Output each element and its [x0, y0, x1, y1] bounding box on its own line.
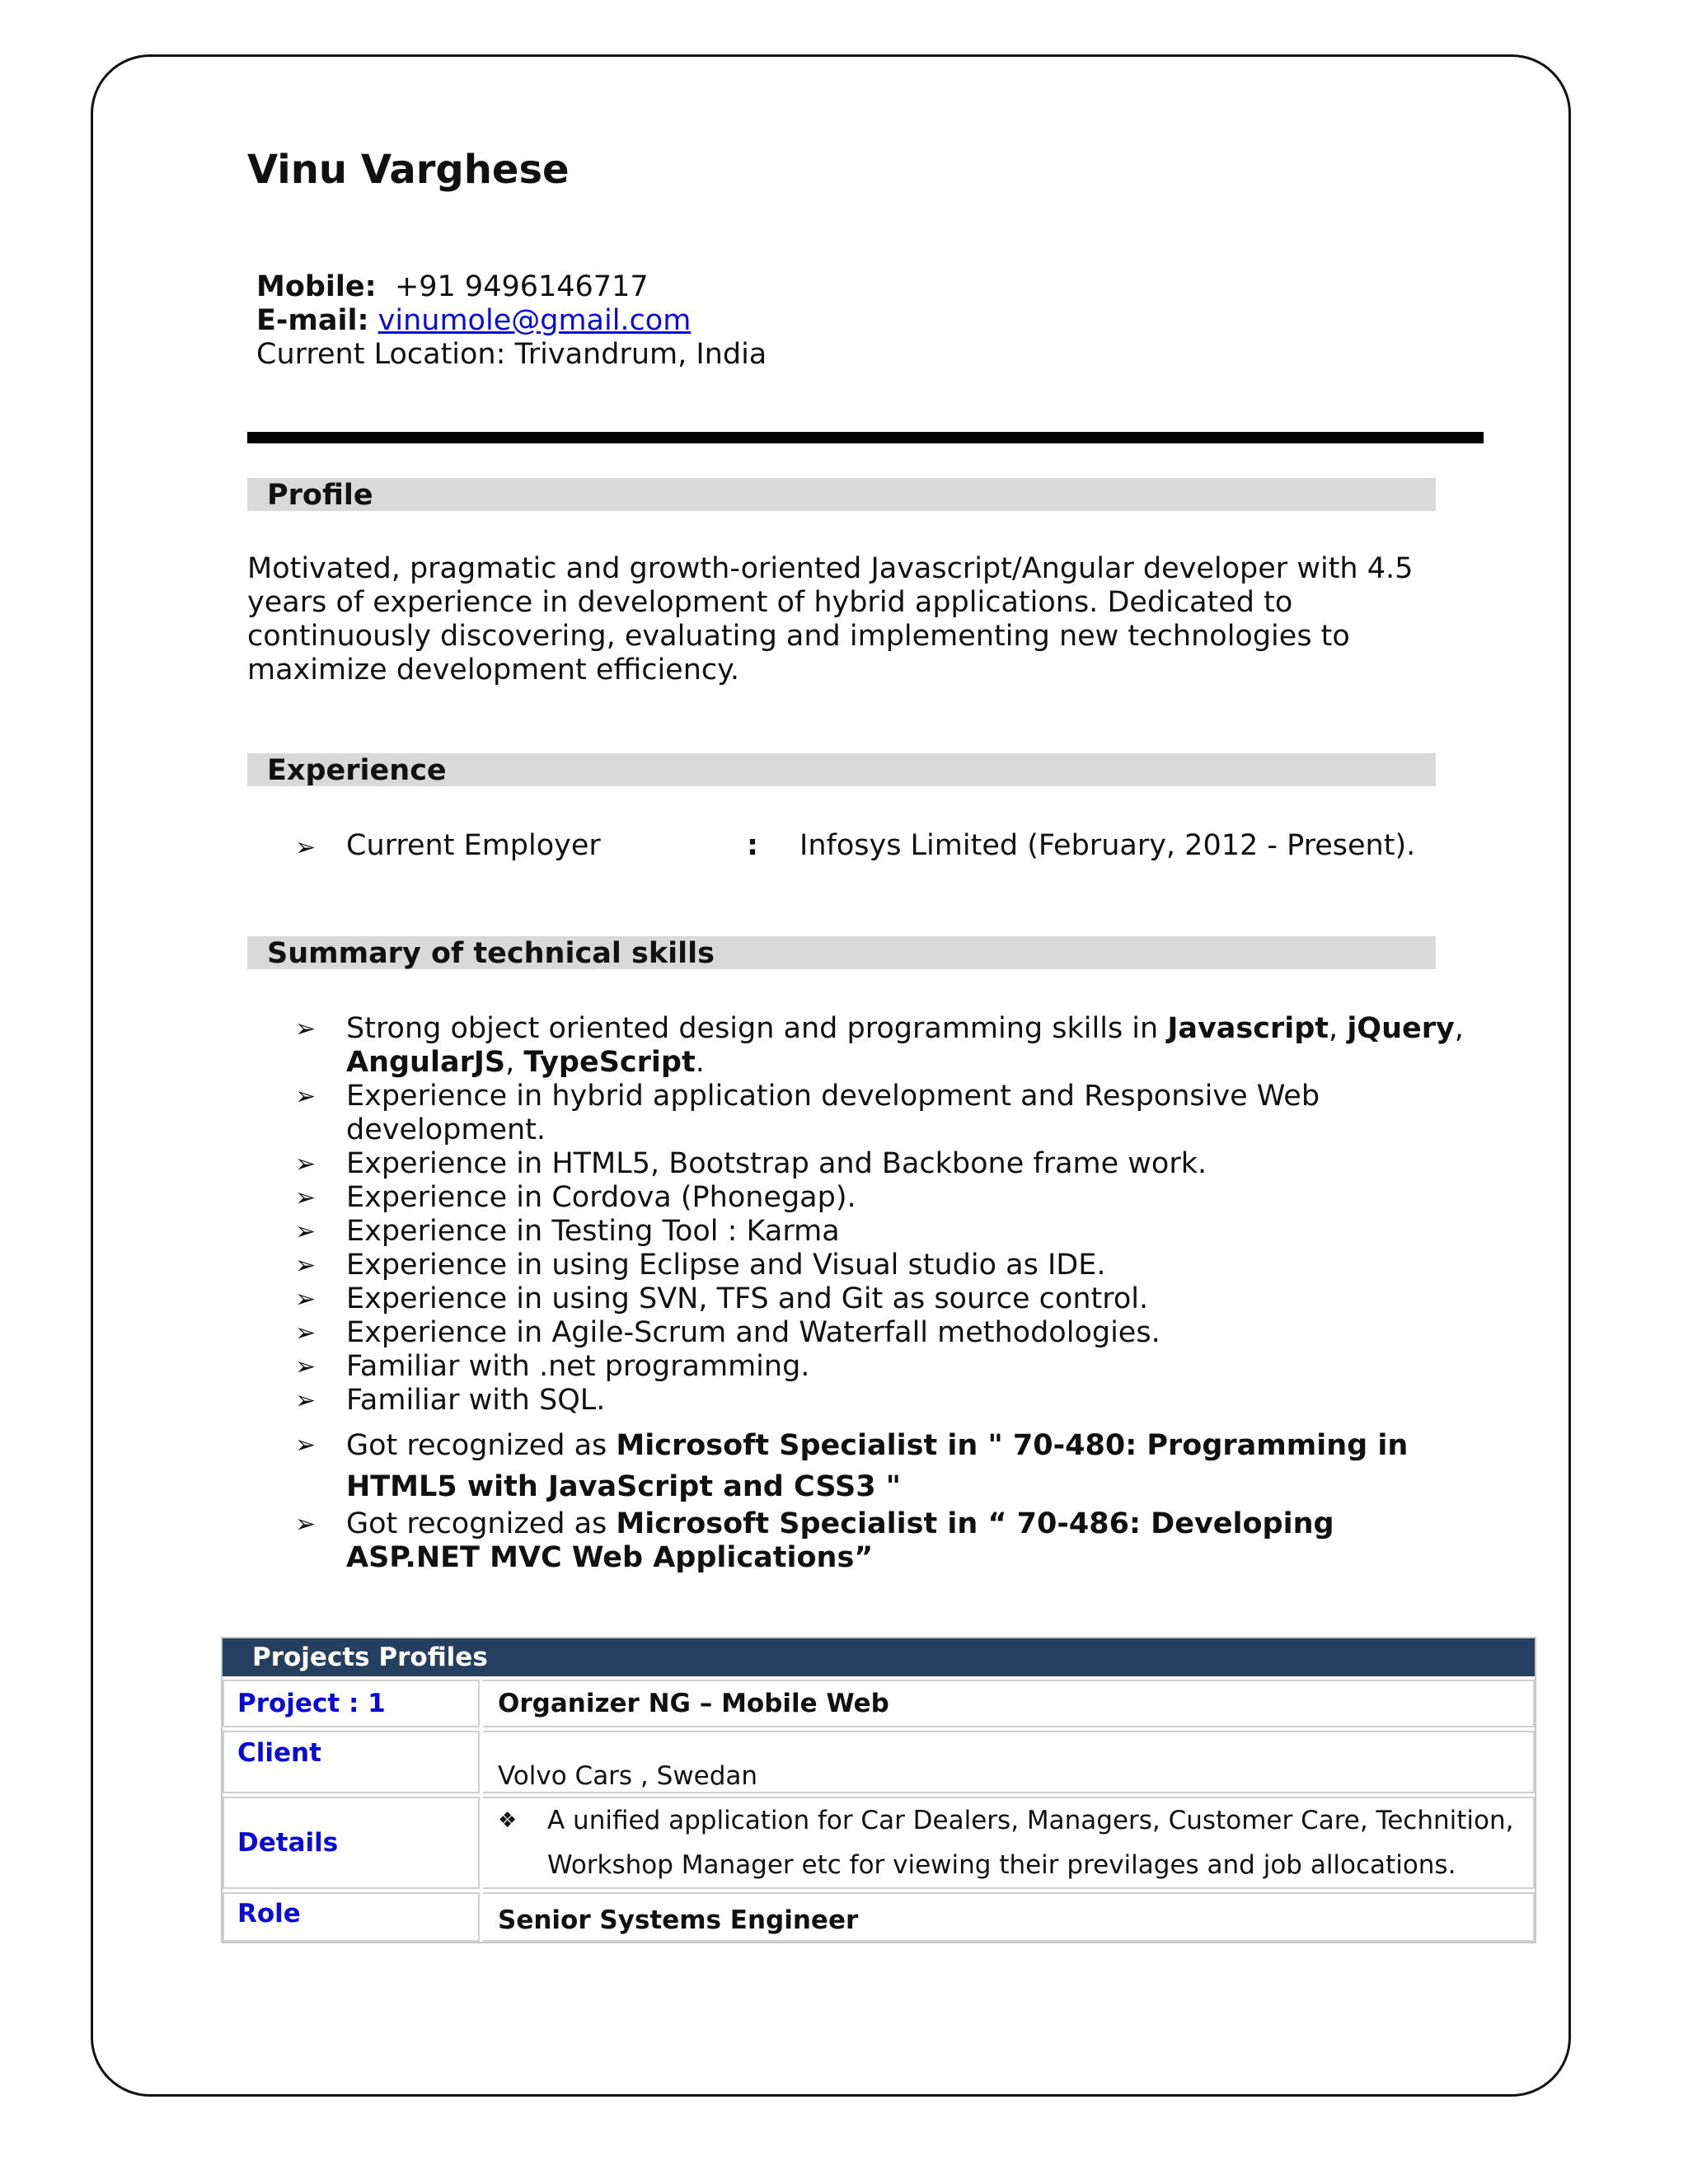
list-item: ➢ Experience in HTML5, Bootstrap and Backbone frame work.: [295, 1147, 1207, 1180]
role-label: Role: [223, 1892, 480, 1942]
bullet-arrow-icon: ➢: [295, 1319, 316, 1347]
skills-list: [295, 1012, 1465, 1575]
list-item: ➢ Strong object oriented design and programming skills in Javascript, jQuery, AngularJS, TypeScript.: [295, 1012, 1464, 1079]
bullet-arrow-icon: ➢: [295, 833, 316, 862]
details-value: A unified application for Car Dealers, Managers, Customer Care, Technition, Workshop Manager etc for viewing their previlages and job allocations.: [547, 1806, 1514, 1880]
experience-heading: Experience: [247, 753, 1436, 786]
bullet-arrow-icon: ➢: [295, 1150, 316, 1179]
project-value: Organizer NG – Mobile Web: [483, 1680, 1535, 1727]
employer-separator: :: [747, 829, 758, 862]
email-link[interactable]: vinumole@gmail.com: [377, 304, 692, 337]
contact-block: [256, 270, 767, 372]
details-value-cell: [483, 1797, 1535, 1889]
list-item: ➢ Got recognized as Microsoft Specialist in " 70-480: Programming in HTML5 with JavaScript and CSS3 ": [295, 1425, 1465, 1507]
list-item: ➢ Experience in using Eclipse and Visual studio as IDE.: [295, 1249, 1106, 1282]
mobile-line: [256, 270, 767, 304]
projects-heading: Projects Profiles: [223, 1638, 1535, 1676]
role-value: Senior Systems Engineer: [483, 1892, 1535, 1942]
bullet-arrow-icon: ➢: [295, 1285, 316, 1314]
list-item: ➢ Experience in using SVN, TFS and Git as source control.: [295, 1282, 1149, 1315]
bullet-arrow-icon: ➢: [295, 1015, 316, 1043]
mobile-label: Mobile:: [256, 270, 377, 303]
client-value: Volvo Cars , Swedan: [483, 1731, 1535, 1793]
list-item: ➢ Familiar with SQL.: [295, 1384, 606, 1417]
bullet-arrow-icon: ➢: [295, 1082, 316, 1111]
project-label: Project : 1: [223, 1680, 480, 1727]
location-line: Current Location: Trivandrum, India: [256, 338, 767, 371]
list-item: ➢ Experience in hybrid application development and Responsive Web development.: [295, 1080, 1320, 1146]
skills-heading: Summary of technical skills: [247, 936, 1436, 969]
list-item: ➢ Familiar with .net programming.: [295, 1350, 810, 1383]
mobile-number: +91 9496146717: [394, 270, 649, 303]
email-line: [256, 304, 767, 338]
employer-label: Current Employer: [346, 829, 601, 862]
bullet-arrow-icon: ➢: [295, 1386, 316, 1415]
bullet-arrow-icon: ➢: [295, 1352, 316, 1381]
table-row: [223, 1676, 1535, 1727]
bullet-arrow-icon: ➢: [295, 1183, 316, 1212]
details-label: Details: [223, 1797, 480, 1889]
profile-text: Motivated, pragmatic and growth-oriented Javascript/Angular developer with 4.5 years of experience in development of hybrid applications. Dedicated to continuously discovering, evaluating and implementing new technologies to maximize development efficiency.: [247, 552, 1414, 687]
list-item: ➢ Experience in Testing Tool : Karma: [295, 1215, 840, 1248]
bullet-arrow-icon: ➢: [295, 1251, 316, 1280]
employer-value: Infosys Limited (February, 2012 - Present).: [799, 829, 1416, 862]
list-item: ➢ Got recognized as Microsoft Specialist in “ 70-486: Developing ASP.NET MVC Web Applications”: [295, 1507, 1334, 1574]
bullet-arrow-icon: ➢: [295, 1217, 316, 1246]
profile-heading: Profile: [247, 478, 1436, 511]
projects-table: [221, 1637, 1536, 1943]
bullet-arrow-icon: ➢: [295, 1431, 316, 1460]
client-label: Client: [223, 1731, 480, 1793]
email-label: E-mail:: [256, 304, 369, 337]
candidate-name: Vinu Varghese: [247, 147, 570, 193]
table-row: [223, 1793, 1535, 1889]
list-item: ➢ Experience in Cordova (Phonegap).: [295, 1181, 856, 1214]
diamond-bullet-icon: ❖: [498, 1808, 518, 1833]
table-row: [223, 1727, 1535, 1793]
bullet-arrow-icon: ➢: [295, 1510, 316, 1539]
table-row: [223, 1889, 1535, 1942]
list-item: ➢ Experience in Agile-Scrum and Waterfall methodologies.: [295, 1316, 1160, 1349]
header-divider: [247, 432, 1484, 443]
